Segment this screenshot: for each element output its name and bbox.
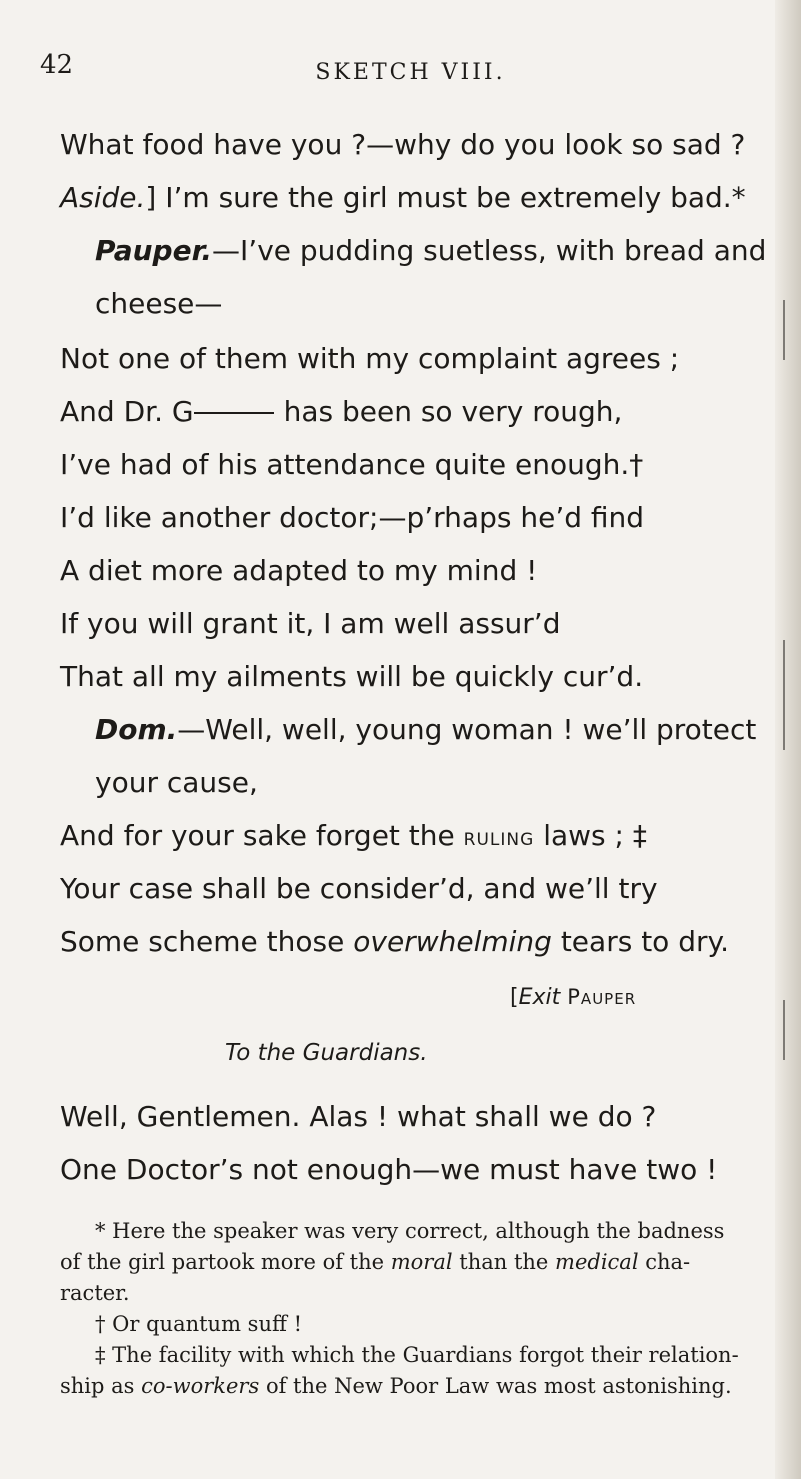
verse-text: —Well, well, young woman ! we’ll protect xyxy=(177,713,757,746)
verse-line: Your case shall be consider’d, and we’ll try xyxy=(60,872,658,905)
verse-text: Some scheme those xyxy=(60,925,345,958)
verse-line: I’ve had of his attendance quite enough.† xyxy=(60,448,644,481)
verse-line xyxy=(95,234,766,267)
verse-line: What food have you ?—why do you look so sad ? xyxy=(60,128,746,161)
footnote xyxy=(60,1250,690,1274)
page-edge-mark xyxy=(783,1000,785,1060)
footnote-text: of the New Poor Law was most astonishing. xyxy=(265,1374,732,1398)
verse-line xyxy=(60,819,647,852)
exit-character: Pauper xyxy=(567,985,637,1009)
verse-text: laws ; ‡ xyxy=(543,819,647,852)
footnote-italic: moral xyxy=(390,1250,453,1274)
footnote-italic: co-workers xyxy=(141,1374,260,1398)
verse-line xyxy=(95,713,756,746)
exit-word: Exit xyxy=(518,985,561,1010)
speaker-dom: Dom. xyxy=(95,713,178,746)
footnote-text: ship as xyxy=(60,1374,135,1398)
footnote-text: of the girl partook more of the xyxy=(60,1250,385,1274)
verse-text: has been so very rough, xyxy=(283,395,623,428)
stage-exit: [Exit Pauper xyxy=(510,985,637,1010)
verse-line: Well, Gentlemen. Alas ! what shall we do ? xyxy=(60,1100,657,1133)
verse-text: —I’ve pudding suetless, with bread and xyxy=(212,234,767,267)
footnote-text: than the xyxy=(459,1250,549,1274)
small-caps-word: ruling xyxy=(463,823,535,851)
verse-text: And for your sake forget the xyxy=(60,819,455,852)
verse-line: I’d like another doctor;—p’rhaps he’d find xyxy=(60,501,645,534)
footnote: ‡ The facility with which the Guardians forgot their relation- xyxy=(95,1343,739,1367)
name-dash xyxy=(194,412,274,414)
page-edge-mark xyxy=(783,640,785,750)
speaker-pauper: Pauper. xyxy=(95,234,213,267)
verse-line xyxy=(60,925,729,958)
footnote xyxy=(60,1374,732,1398)
verse-line xyxy=(60,395,622,428)
verse-line: A diet more adapted to my mind ! xyxy=(60,554,538,587)
footnote-italic: medical xyxy=(555,1250,639,1274)
verse-line: If you will grant it, I am well assur’d xyxy=(60,607,561,640)
footnote-text: cha- xyxy=(645,1250,691,1274)
verse-line: That all my ailments will be quickly cur’d. xyxy=(60,660,644,693)
verse-line: your cause, xyxy=(95,766,258,799)
verse-line: Not one of them with my complaint agrees ; xyxy=(60,342,680,375)
verse-line: One Doctor’s not enough—we must have two ! xyxy=(60,1153,718,1186)
stage-direction: To the Guardians. xyxy=(225,1040,428,1066)
footnote: * Here the speaker was very correct, although the badness xyxy=(95,1219,725,1243)
italic-word: overwhelming xyxy=(353,925,552,958)
verse-text: And Dr. G xyxy=(60,395,194,428)
running-header: SKETCH VIII. xyxy=(315,60,506,85)
page-edge-mark xyxy=(783,300,785,360)
speaker-aside: Aside. xyxy=(60,181,146,214)
page-number: 42 xyxy=(40,50,74,80)
verse-line: cheese— xyxy=(95,287,223,320)
verse-line xyxy=(60,181,746,214)
verse-text: ] I’m sure the girl must be extremely bad.* xyxy=(145,181,746,214)
footnote: racter. xyxy=(60,1281,130,1305)
page-edge-shadow xyxy=(775,0,801,1479)
verse-text: tears to dry. xyxy=(560,925,729,958)
footnote: † Or quantum suff ! xyxy=(95,1312,303,1336)
